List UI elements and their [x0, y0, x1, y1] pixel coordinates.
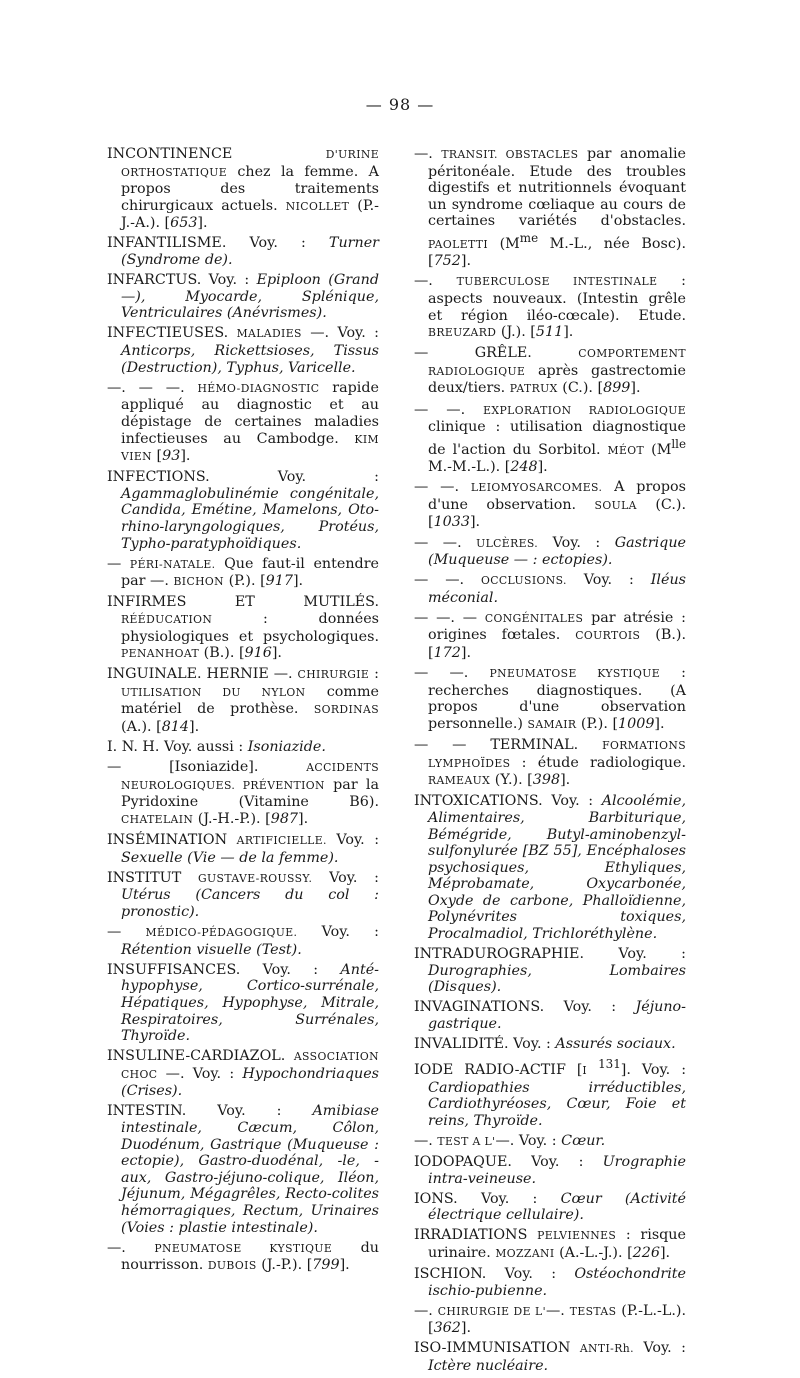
index-entry: —. CHIRURGIE DE L'—. TESTAS (P.-L.-L.). [362].	[414, 1302, 686, 1337]
index-entry: INFARCTUS. Voy. : Epiploon (Grand —), Myocarde, Splénique, Ventriculaires (Anévrismes).	[107, 272, 379, 322]
index-entry: INVAGINATIONS. Voy. : Jéjuno-gastrique.	[414, 999, 686, 1033]
index-entry: —. TEST A L'—. Voy. : Cœur.	[414, 1132, 606, 1149]
index-entry: INSÉMINATION ARTIFICIELLE. Voy. : Sexuelle (Vie — de la femme).	[107, 832, 380, 866]
index-entry: INVALIDITÉ. Voy. : Assurés sociaux.	[414, 1036, 676, 1053]
index-entry: — [Isoniazide]. ACCIDENTS NEUROLOGIQUES. PRÉVENTION par la Pyridoxine (Vitamine B6). CHATELAIN (J.-H.-P.). [987].	[107, 759, 379, 827]
index-entry: — —. OCCLUSIONS. Voy. : Iléus méconial.	[414, 572, 686, 606]
index-entry: — PÉRI-NATALE. Que faut-il entendre par —. BICHON (P.). [917].	[107, 555, 379, 590]
index-entry: — —. EXPLORATION RADIOLOGIQUE clinique : utilisation diagnostique de l'action du Sorbitol. MÉOT ($M^{lle}$ M.-M.-L.). [248].	[414, 401, 687, 476]
index-entry: INCONTINENCE D'URINE ORTHOSTATIQUE chez la femme. A propos des traitements chirurgicaux actuels. NICOLLET (P.-J.-A.). [653].	[107, 146, 379, 232]
index-entry: INSUFFISANCES. Voy. : Anté-hypophyse, Cortico-surrénale, Hépatiques, Hypophyse, Mitrale, Respiratoires, Surrénales, Thyroïde.	[107, 961, 379, 1045]
index-entry: — —. LEIOMYOSARCOMES. A propos d'une observation. SOULA (C.). [1033].	[414, 479, 687, 531]
index-entry: ISO-IMMUNISATION ANTI-Rh. Voy. : Ictère nucléaire.	[414, 1340, 686, 1374]
index-entry: —. — —. HÉMO-DIAGNOSTIC rapide appliqué au diagnostic et au dépistage de certaines maladies infectieuses au Cambodge. KIM VIEN [93].	[107, 379, 379, 465]
index-entry: INTRADUROGRAPHIE. Voy. : Durographies, Lombaires (Disques).	[414, 946, 686, 996]
index-entry: IODE RADIO-ACTIF [I $^{131}$]. Voy. : Cardiopathies irréductibles, Cardiothyréoses, Cœur, Foie et reins, Thyroïde.	[414, 1057, 687, 1129]
index-entry: INTESTIN. Voy. : Amibiase intestinale, Cæcum, Côlon, Duodénum, Gastrique (Muqueuse : ectopie), Gastro-duodénal, -le, -aux, Gastro-jéjuno-colique, Iléon, Jéjunum, Mégagrêles, Recto-colites hémorragiques, Rectum, Urinaires (Voies : plastie intestinale).	[107, 1103, 379, 1236]
index-entry: — MÉDICO-PÉDAGOGIQUE. Voy. : Rétention visuelle (Test).	[107, 924, 380, 958]
index-entry: INFECTIONS. Voy. : Agammaglobulinémie congénitale, Candida, Emétine, Mamelons, Oto-rhino-laryngologiques, Protéus, Typho-paratyphoïdiques.	[107, 469, 379, 552]
index-entry: — —. ULCÈRES. Voy. : Gastrique (Muqueuse — : ectopies).	[414, 534, 686, 569]
page-number: — 98 —	[365, 95, 435, 114]
index-entry: IODOPAQUE. Voy. : Urographie intra-veineuse.	[414, 1153, 686, 1187]
index-entry: — GRÊLE. COMPORTEMENT RADIOLOGIQUE après gastrectomie deux/tiers. PATRUX (C.). [899].	[414, 345, 686, 397]
index-entry: INFECTIEUSES. MALADIES —. Voy. : Anticorps, Rickettsioses, Tissus (Destruction), Typhus, Varicelle.	[107, 325, 379, 376]
index-entry: I. N. H. Voy. aussi : Isoniazide.	[107, 739, 326, 756]
index-entry: INFANTILISME. Voy. : Turner (Syndrome de).	[107, 235, 379, 269]
index-entry: —. TUBERCULOSE INTESTINALE : aspects nouveaux. (Intestin grêle et région iléo-cœcale). Etude. BREUZARD (J.). [511].	[414, 273, 686, 341]
index-entry: INTOXICATIONS. Voy. : Alcoolémie, Alimentaires, Barbiturique, Bémégride, Butyl-aminobenzyl-sulfonylurée [BZ 55], Encéphaloses psychosiques, Ethyliques, Méprobamate, Oxycarbonée, Oxyde de carbone, Phalloïdienne, Polynévrites toxiques, Procalmadiol, Trichloréthylène.	[414, 793, 686, 943]
index-entry: INFIRMES ET MUTILÉS. RÉÉDUCATION : données physiologiques et psychologiques. PENANHOAT (B.). [916].	[107, 594, 379, 662]
index-entry: IONS. Voy. : Cœur (Activité électrique cellulaire).	[414, 1190, 686, 1224]
index-entry: ISCHION. Voy. : Ostéochondrite ischio-pubienne.	[414, 1266, 686, 1299]
index-column-right	[414, 146, 686, 1378]
index-entry: — —. — CONGÉNITALES par atrésie : origines fœtales. COURTOIS (B.). [172].	[414, 609, 686, 662]
index-entry: — — TERMINAL. FORMATIONS LYMPHOÏDES : étude radiologique. RAMEAUX (Y.). [398].	[414, 737, 686, 789]
index-entry: — —. PNEUMATOSE KYSTIQUE : recherches diagnostiques. (A propos d'une observation personnelle.) SAMAIR (P.). [1009].	[414, 665, 686, 732]
index-entry: —. TRANSIT. OBSTACLES par anomalie péritonéale. Etude des troubles digestifs et nutritionnels évoquant un syndrome cœliaque au cours de certaines variétés d'obstacles. PAOLETTI ($M^{me}$ M.-L., née Bosc). [752].	[414, 146, 686, 270]
index-column-left	[107, 146, 379, 1278]
index-entry: INSTITUT GUSTAVE-ROUSSY. Voy. : Utérus (Cancers du col : pronostic).	[107, 869, 379, 920]
index-entry: INSULINE-CARDIAZOL. ASSOCIATION CHOC —. Voy. : Hypochondriaques (Crises).	[107, 1048, 379, 1100]
index-entry: INGUINALE. HERNIE —. CHIRURGIE : UTILISATION DU NYLON comme matériel de prothèse. SORDINAS (A.). [814].	[107, 666, 379, 735]
index-entry: IRRADIATIONS PELVIENNES : risque urinaire. MOZZANI (A.-L.-J.). [226].	[414, 1227, 686, 1261]
index-entry: —. PNEUMATOSE KYSTIQUE du nourrisson. DUBOIS (J.-P.). [799].	[107, 1239, 380, 1274]
